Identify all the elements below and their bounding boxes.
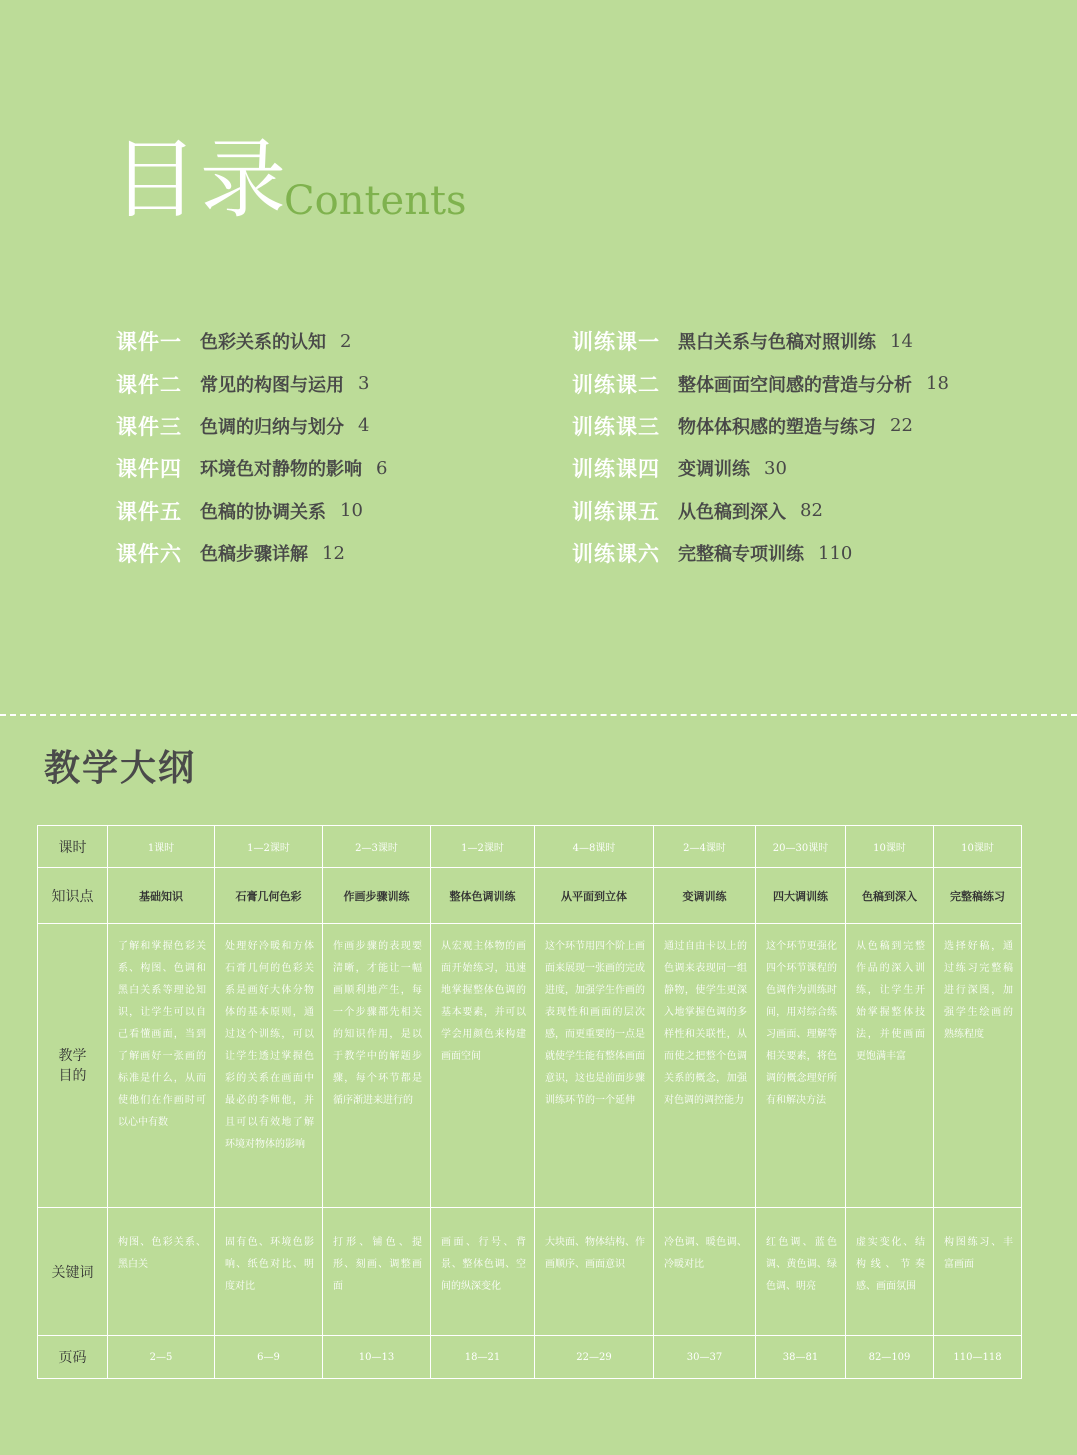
toc-item-title: 环境色对静物的影响 (200, 459, 362, 481)
toc-item-page: 14 (890, 330, 913, 352)
toc-item-label: 课件二 (116, 372, 182, 397)
toc-item[interactable] (116, 447, 387, 489)
row-header-hours: 课时 (38, 826, 108, 868)
table-cell-hours: 10课时 (846, 826, 934, 868)
page-subtitle: Contents (284, 178, 467, 224)
toc-item[interactable] (572, 532, 949, 574)
table-cell-purpose: 选择好稿，通过练习完整稿进行深图，加强学生绘画的熟练程度 (934, 924, 1022, 1208)
toc-item-title: 完整稿专项训练 (678, 544, 804, 566)
table-cell-knowledge: 基础知识 (108, 868, 215, 924)
table-row-purpose (38, 924, 1022, 1208)
table-cell-keywords: 固有色、环境色影响、纸色对比、明度对比 (215, 1208, 323, 1336)
toc-item-page: 4 (358, 415, 370, 437)
toc-item-label: 训练课一 (572, 330, 660, 355)
table-cell-hours: 1课时 (108, 826, 215, 868)
syllabus-table (37, 825, 1022, 1379)
section-divider (0, 714, 1077, 716)
table-cell-pages: 110—118 (934, 1336, 1022, 1379)
table-cell-pages: 30—37 (654, 1336, 756, 1379)
row-header-pages: 页码 (38, 1336, 108, 1379)
toc-item-page: 6 (376, 457, 388, 479)
table-cell-pages: 22—29 (535, 1336, 654, 1379)
table-cell-hours: 2—4课时 (654, 826, 756, 868)
row-header-purpose (38, 924, 108, 1208)
table-cell-hours: 1—2课时 (431, 826, 535, 868)
table-cell-keywords: 红色调、蓝色调、黄色调、绿色调、明亮 (756, 1208, 846, 1336)
toc-item-label: 课件一 (116, 330, 182, 355)
toc-item[interactable] (116, 532, 387, 574)
table-cell-purpose: 通过自由卡以上的色调来表现同一组静物，使学生更深入地掌握色调的多样性和关联性，从而使之把整个色调关系的概念，加强对色调的调控能力 (654, 924, 756, 1208)
table-cell-pages: 10—13 (323, 1336, 431, 1379)
toc-right-column (572, 320, 949, 574)
toc-item-label: 课件四 (116, 457, 182, 482)
table-cell-purpose: 从色稿到完整作品的深入训练，让学生开始掌握整体技法，并使画面更饱满丰富 (846, 924, 934, 1208)
table-row-keywords (38, 1208, 1022, 1336)
table-cell-knowledge: 作画步骤训练 (323, 868, 431, 924)
table-cell-knowledge: 变调训练 (654, 868, 756, 924)
toc-item-page: 22 (890, 415, 913, 437)
toc-item-label: 训练课二 (572, 372, 660, 397)
toc-item-label: 课件三 (116, 414, 182, 439)
table-cell-knowledge: 石膏几何色彩 (215, 868, 323, 924)
table-cell-keywords: 构图、色彩关系、黑白关 (108, 1208, 215, 1336)
table-cell-keywords: 构图练习、丰富画面 (934, 1208, 1022, 1336)
table-cell-knowledge: 四大调训练 (756, 868, 846, 924)
toc-item[interactable] (572, 362, 949, 404)
row-header-keywords: 关键词 (38, 1208, 108, 1336)
toc-item-title: 物体体积感的塑造与练习 (678, 416, 876, 438)
syllabus-title: 教学大纲 (44, 748, 197, 789)
toc-item-title: 黑白关系与色稿对照训练 (678, 332, 876, 354)
table-cell-pages: 6—9 (215, 1336, 323, 1379)
toc-item-title: 从色稿到深入 (678, 501, 786, 523)
toc-item-page: 30 (764, 457, 787, 479)
table-cell-purpose: 了解和掌握色彩关系、构图、色调和黑白关系等理论知识，让学生可以自己看懂画面，当到了解画好一张画的标准是什么，从而使他们在作画时可以心中有数 (108, 924, 215, 1208)
table-cell-pages: 18—21 (431, 1336, 535, 1379)
toc-item-page: 2 (340, 330, 352, 352)
row-header-knowledge: 知识点 (38, 868, 108, 924)
toc-item[interactable] (116, 362, 387, 404)
toc-item-title: 色调的归纳与划分 (200, 416, 344, 438)
toc-item-page: 18 (926, 373, 949, 395)
toc-item[interactable] (572, 405, 949, 447)
table-cell-purpose: 作画步骤的表现要清晰，才能让一幅画顺利地产生，每一个步骤都先相关的知识作用，是以于教学中的解题步骤，每个环节都是循序渐进来进行的 (323, 924, 431, 1208)
table-cell-hours: 2—3课时 (323, 826, 431, 868)
table-cell-pages: 2—5 (108, 1336, 215, 1379)
toc-item-title: 色彩关系的认知 (200, 332, 326, 354)
toc-item-page: 110 (818, 542, 853, 564)
table-cell-hours: 1—2课时 (215, 826, 323, 868)
table-cell-pages: 38—81 (756, 1336, 846, 1379)
table-cell-hours: 4—8课时 (535, 826, 654, 868)
toc-item-label: 训练课三 (572, 414, 660, 439)
toc-item-label: 课件五 (116, 499, 182, 524)
table-cell-keywords: 打形、铺色、提形、刻画、调整画面 (323, 1208, 431, 1336)
toc-item-title: 色稿的协调关系 (200, 501, 326, 523)
table-cell-knowledge: 完整稿练习 (934, 868, 1022, 924)
table-row-pages (38, 1336, 1022, 1379)
toc-item[interactable] (116, 320, 387, 362)
table-cell-keywords: 冷色调、暖色调、冷暖对比 (654, 1208, 756, 1336)
toc-item-page: 10 (340, 500, 363, 522)
toc-item-title: 变调训练 (678, 459, 750, 481)
toc-item[interactable] (572, 490, 949, 532)
table-cell-knowledge: 从平面到立体 (535, 868, 654, 924)
toc-item[interactable] (116, 405, 387, 447)
toc-item-label: 训练课四 (572, 457, 660, 482)
toc-item-page: 3 (358, 373, 370, 395)
toc-item[interactable] (116, 490, 387, 532)
table-row-knowledge (38, 868, 1022, 924)
toc-item-title: 整体画面空间感的营造与分析 (678, 374, 912, 396)
table-cell-purpose: 处理好冷暖和方体石膏几何的色彩关系是画好大体分物体的基本原则，通过这个训练，可以让学生透过掌握色彩的关系在画面中最必的李师他，并且可以有效地了解环境对物体的影响 (215, 924, 323, 1208)
toc-item-title: 色稿步骤详解 (200, 544, 308, 566)
toc-left-column (116, 320, 387, 574)
table-cell-knowledge: 整体色调训练 (431, 868, 535, 924)
table-cell-knowledge: 色稿到深入 (846, 868, 934, 924)
table-cell-hours: 20—30课时 (756, 826, 846, 868)
toc-item-label: 训练课五 (572, 499, 660, 524)
table-cell-purpose: 这个环节用四个阶上画面来展现一张画的完成进度，加强学生作画的表现性和画面的层次感，而更重要的一点是就使学生能有整体画面意识，这也是前面步骤训练环节的一个延伸 (535, 924, 654, 1208)
toc-item[interactable] (572, 447, 949, 489)
toc-item-label: 训练课六 (572, 542, 660, 567)
table-cell-hours: 10课时 (934, 826, 1022, 868)
toc-item-page: 82 (800, 500, 823, 522)
table-cell-pages: 82—109 (846, 1336, 934, 1379)
toc-item-title: 常见的构图与运用 (200, 374, 344, 396)
table-cell-purpose: 这个环节更强化四个环节课程的色调作为训练时间，用对综合练习画面、理解等相关要素，将色调的概念理好所有和解决方法 (756, 924, 846, 1208)
table-row-hours (38, 826, 1022, 868)
table-cell-keywords: 画面、行号、背景、整体色调、空间的纵深变化 (431, 1208, 535, 1336)
table-cell-purpose: 从宏观主体物的画面开始练习，迅速地掌握整体色调的基本要素，并可以学会用颜色来构建画面空间 (431, 924, 535, 1208)
table-cell-keywords: 虚实变化、结构线、节奏感、画面氛围 (846, 1208, 934, 1336)
toc-item[interactable] (572, 320, 949, 362)
toc-item-label: 课件六 (116, 542, 182, 567)
table-cell-keywords: 大块面、物体结构、作画顺序、画面意识 (535, 1208, 654, 1336)
row-header-purpose-text: 教学目的 (58, 1047, 87, 1084)
page-title: 目录 (112, 130, 288, 230)
toc-item-page: 12 (322, 542, 345, 564)
